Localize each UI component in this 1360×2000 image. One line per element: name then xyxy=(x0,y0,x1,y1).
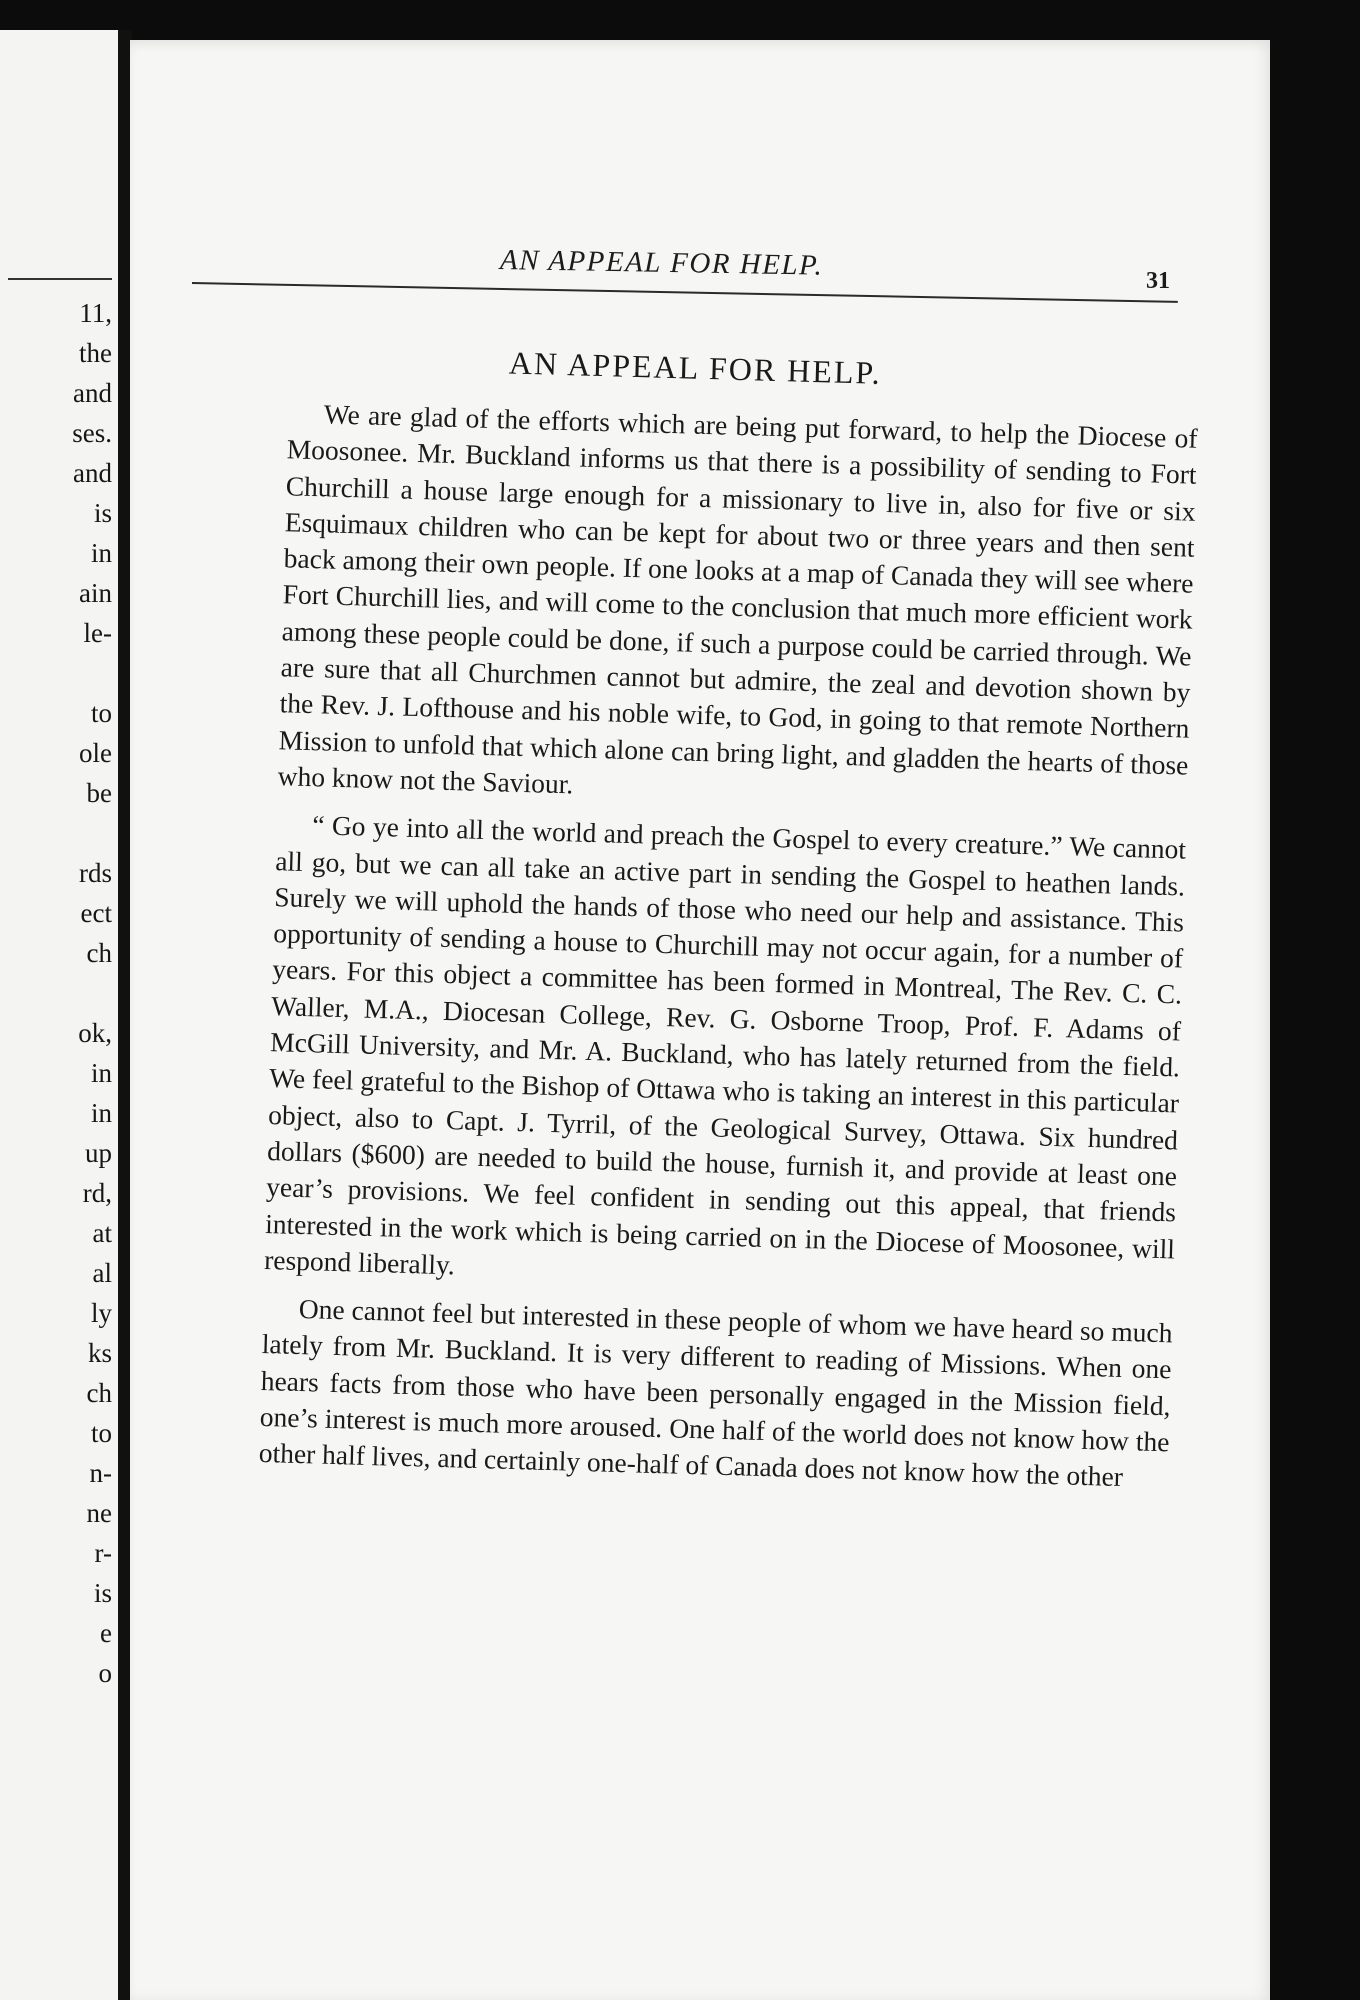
previous-page-fragment: al xyxy=(92,1258,112,1288)
previous-page-text xyxy=(0,30,118,2000)
previous-page-fragment: ch xyxy=(86,938,112,968)
previous-page-fragment: and xyxy=(73,458,112,488)
paragraph: “ Go ye into all the world and preach the Gospel to every creature.” We cannot all go, but we can all take an active part in sending the Gospel to heathen lands. Surely we will uphold the hands of those who need our help and assistance. This opportunity of sending a house to Churchill may not occur again, for a number of years. For this object a committee has been formed in Montreal, The Rev. C. C. Waller, M.A., Diocesan College, Rev. G. Osborne Troop, Prof. F. Adams of McGill University, and Mr. A. Buckland, who has lately returned from the field. We feel grateful to the Bishop of Ottawa who is taking an interest in this particular object, also to Capt. J. Tyrril, of the Geological Survey, Ottawa. Six hundred dollars ($600) are needed to build the house, furnish it, and provide at least one year’s provisions. We feel confident in sending out this appeal, that friends interested in the work which is being carried on in the Diocese of Moosonee, will respond liberally. xyxy=(263,809,1187,1281)
article-body xyxy=(258,395,1198,1497)
previous-page-edge xyxy=(0,30,118,2000)
previous-page-fragment: ok, xyxy=(78,1018,112,1048)
previous-page-fragment: the xyxy=(79,338,112,368)
article-title: AN APPEAL FOR HELP. xyxy=(508,344,883,391)
running-header xyxy=(130,220,1270,294)
previous-page-fragment: in xyxy=(90,1058,112,1088)
previous-page-fragment: be xyxy=(86,778,112,808)
previous-page-fragment: ks xyxy=(87,1338,112,1368)
paragraph: We are glad of the efforts which are being put forward, to help the Diocese of Moosonee. Mr. Buckland informs us that there is a possibility of sending to Fort Churchill a house large enough for a missionary to live in, also for five or six Esquimaux children who can be kept for about two or three years and then sent back among their own people. If one looks at a map of Canada they will see where Fort Churchill lies, and will come to the conclusion that much more efficient work among these people could be done, if such a purpose could be carried through. We are sure that all Churchmen cannot but admire, the zeal and devotion shown by the Rev. J. Lofthouse and his noble wife, to God, in going to that remote Northern Mission to unfold that which alone can bring light, and gladden the hearts of those who know not the Saviour. xyxy=(277,398,1198,800)
previous-page-fragment: e xyxy=(100,1618,112,1648)
previous-page-fragment: o xyxy=(98,1658,112,1688)
previous-page-fragment: ain xyxy=(79,578,112,608)
previous-page-fragment: at xyxy=(92,1218,112,1248)
previous-page-fragment: 11, xyxy=(79,298,112,328)
previous-page-fragment: in xyxy=(90,1098,112,1128)
previous-page-fragment: is xyxy=(93,1578,112,1608)
previous-page-fragment: to xyxy=(90,698,112,728)
book-page xyxy=(130,40,1270,2000)
previous-page-fragment: le- xyxy=(83,618,112,648)
previous-page-fragment: rd, xyxy=(82,1178,112,1208)
previous-page-fragment: ly xyxy=(90,1298,112,1328)
previous-page-fragment: ses. xyxy=(72,418,112,448)
previous-page-fragment: ole xyxy=(79,738,112,768)
previous-page-fragment: and xyxy=(73,378,112,408)
previous-page-fragment: rds xyxy=(79,858,112,888)
previous-page-fragment: n- xyxy=(89,1458,112,1488)
header-rule xyxy=(192,282,1178,303)
previous-page-fragment: ne xyxy=(86,1498,112,1528)
previous-page-fragment: is xyxy=(93,498,112,528)
previous-page-fragment: to xyxy=(90,1418,112,1448)
previous-page-fragment: ect xyxy=(80,898,112,928)
page-number: 31 xyxy=(1146,268,1170,294)
running-title: AN APPEAL FOR HELP. xyxy=(499,244,824,282)
previous-page-fragment: up xyxy=(85,1138,112,1168)
previous-page-fragment: ch xyxy=(86,1378,112,1408)
previous-page-fragment: r- xyxy=(94,1538,112,1568)
previous-page-fragment: in xyxy=(90,538,112,568)
article xyxy=(138,335,1198,1508)
paragraph: One cannot feel but interested in these people of whom we have heard so much lately from Mr. Buckland. It is very different to reading of Missions. When one hears facts from those who have been personally engaged in the Mission field, one’s interest is much more aroused. One half of the world does not know how the other half lives, and certainly one-half of Canada does not know how the other xyxy=(258,1293,1173,1493)
